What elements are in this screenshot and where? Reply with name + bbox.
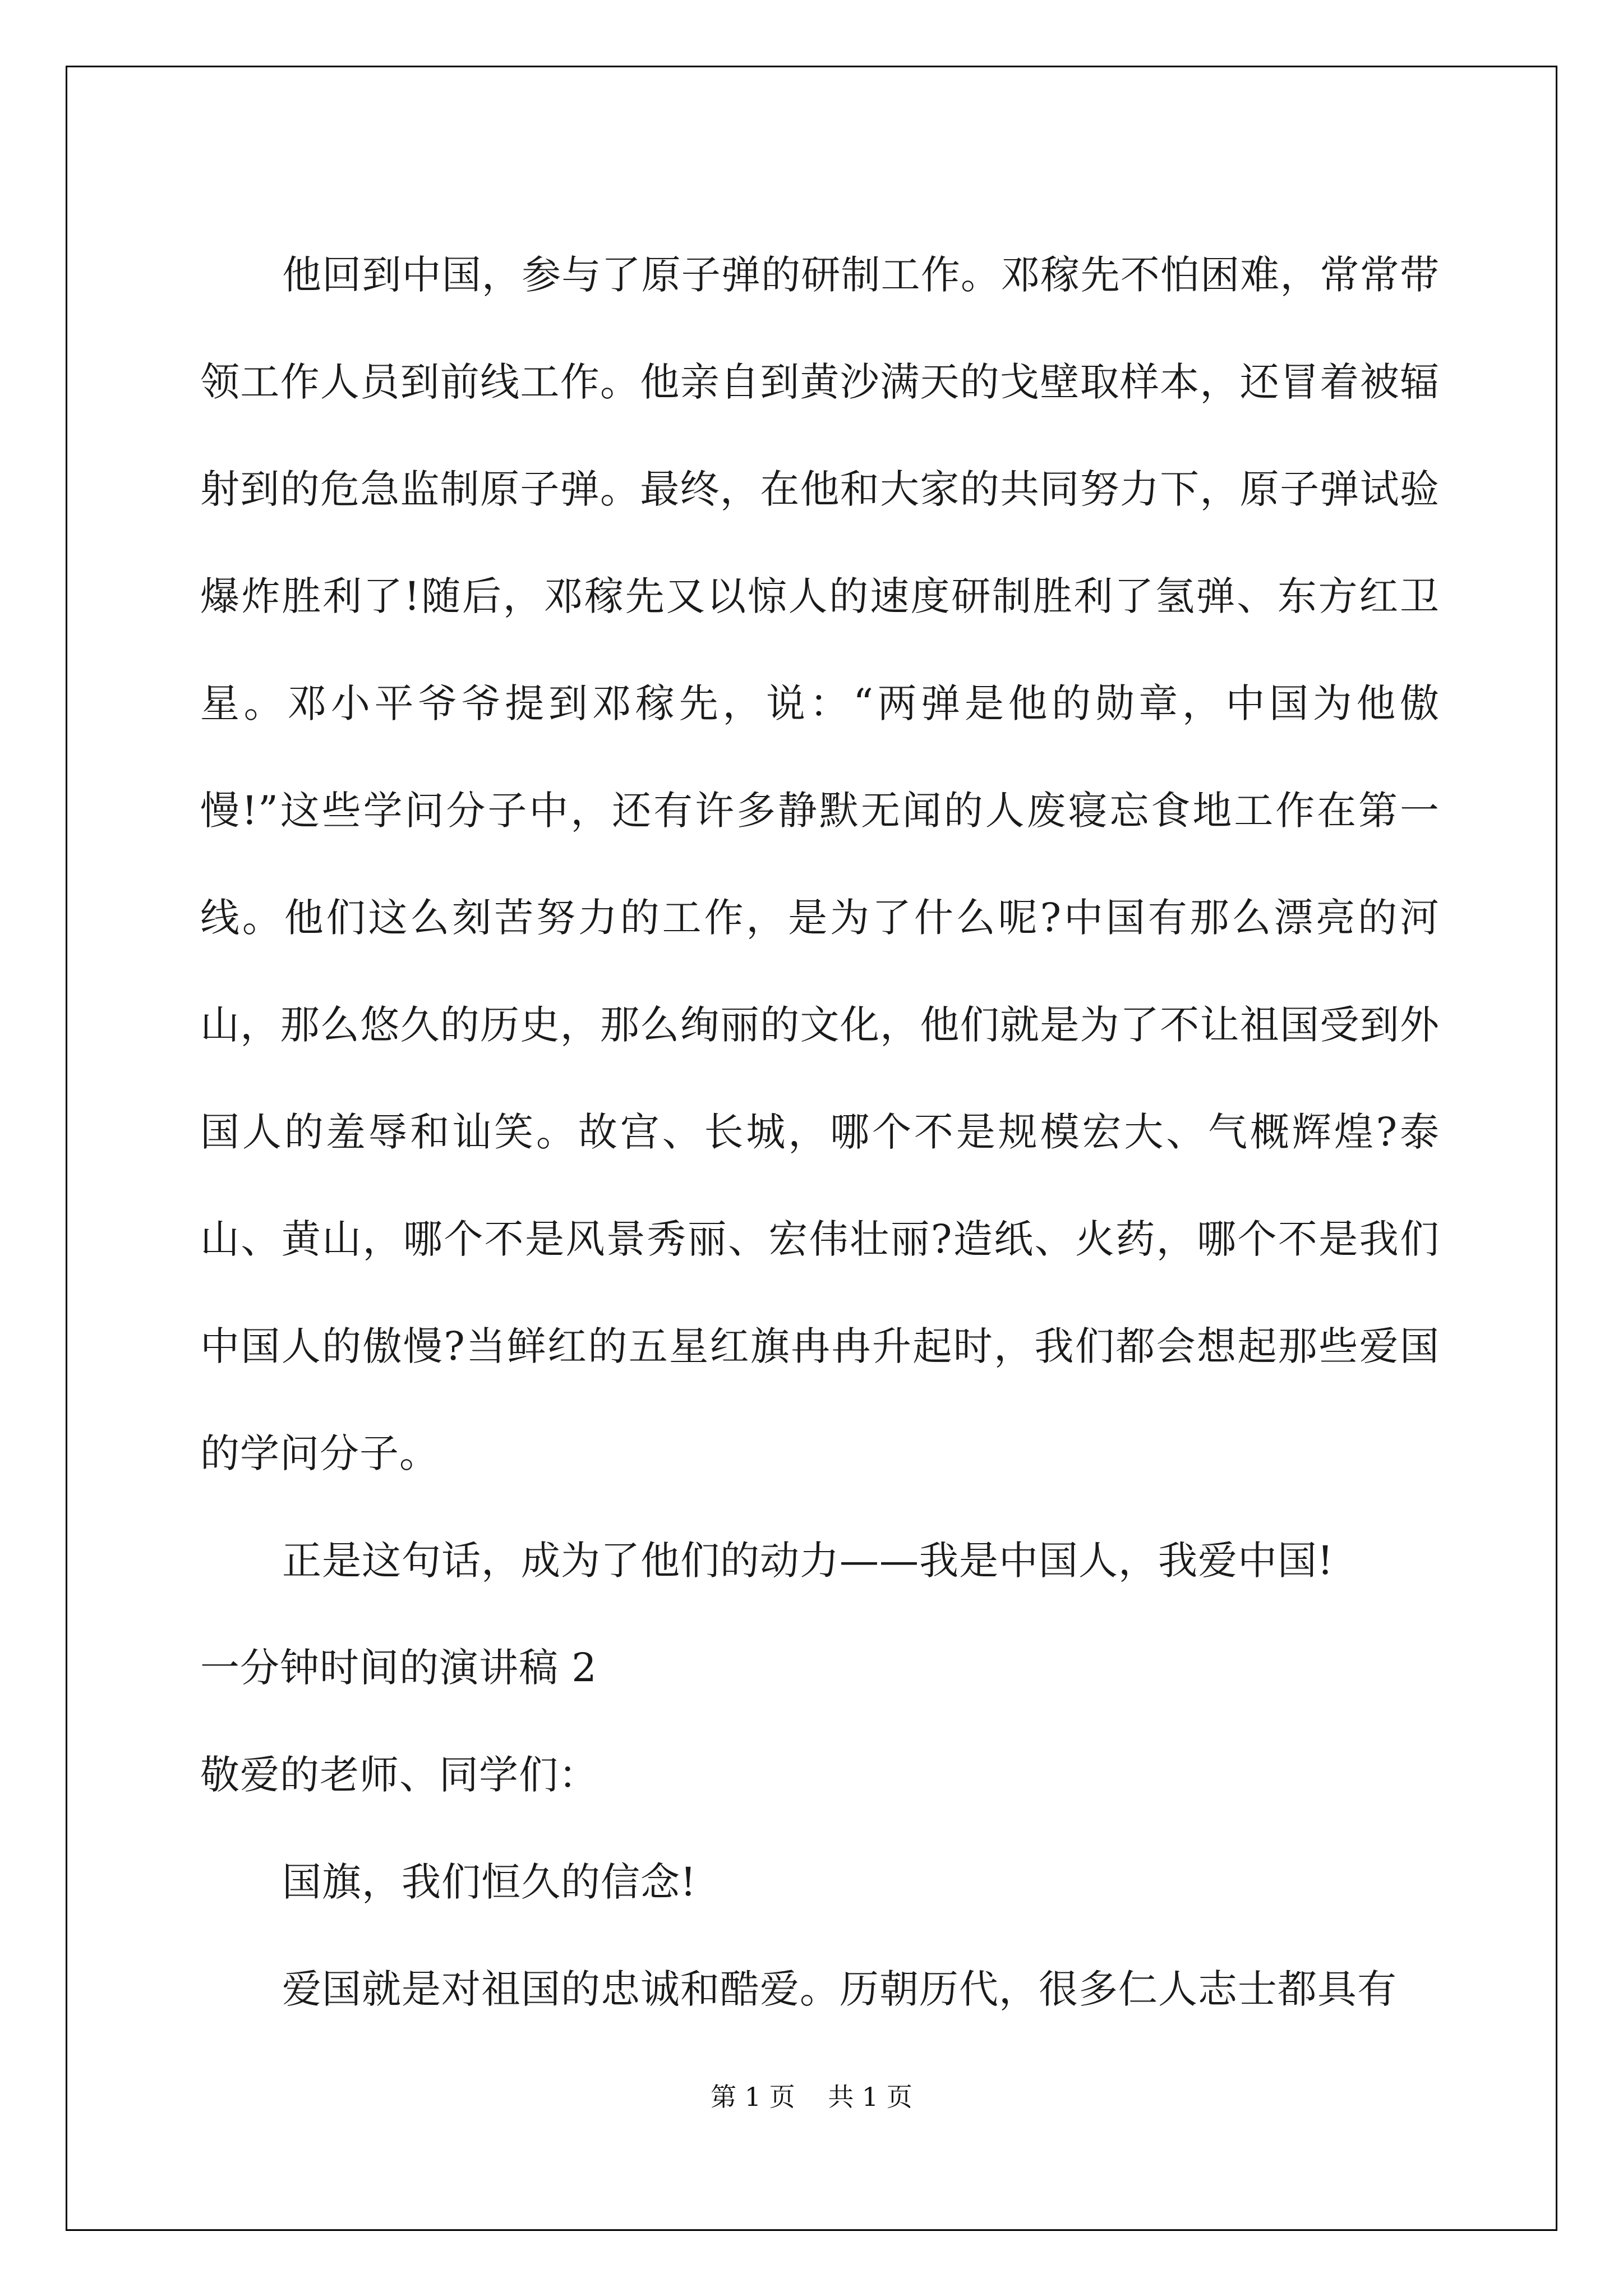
paragraph-patriotism: 爱国就是对祖国的忠诚和酷爱。历朝历代，很多仁人志士都具有 (282, 1966, 1397, 2012)
page-number-current: 第 1 页 (711, 2082, 795, 2112)
paragraph-deng-jiaxian: 他回到中国，参与了原子弹的研制工作。邓稼先不怕困难，常常带领工作人员到前线工作。他亲自到黄沙满天的戈壁取样本，还冒着被辐射到的危急监制原子弹。最终，在他和大家的共同努力下，原子弹试验爆炸胜利了!随后，邓稼先又以惊人的速度研制胜利了氢弹、东方红卫星。邓小平爷爷提到邓稼先，说：“两弹是他的勋章，中国为他傲慢!”这些学问分子中，还有许多静默无闻的人废寝忘食地工作在第一线。他们这么刻苦努力的工作，是为了什么呢?中国有那么漂亮的河山，那么悠久的历史，那么绚丽的文化，他们就是为了不让祖国受到外国人的羞辱和讪笑。故宫、长城，哪个不是规模宏大、气概辉煌?泰山、黄山，哪个不是风景秀丽、宏伟壮丽?造纸、火药，哪个不是我们中国人的傲慢?当鲜红的五星红旗冉冉升起时，我们都会想起那些爱国的学问分子。 (200, 252, 1440, 1476)
speech-salutation: 敬爱的老师、同学们： (200, 1752, 598, 1798)
paragraph-motto: 正是这句话，成为了他们的动力——我是中国人，我爱中国! (282, 1538, 1334, 1584)
paragraph-flag-belief: 国旗，我们恒久的信念! (282, 1859, 697, 1905)
page-footer (0, 2077, 1623, 2114)
document-body (200, 222, 1440, 2043)
speech-title: 一分钟时间的演讲稿 2 (200, 1645, 597, 1691)
page-number-total: 共 1 页 (828, 2082, 912, 2112)
